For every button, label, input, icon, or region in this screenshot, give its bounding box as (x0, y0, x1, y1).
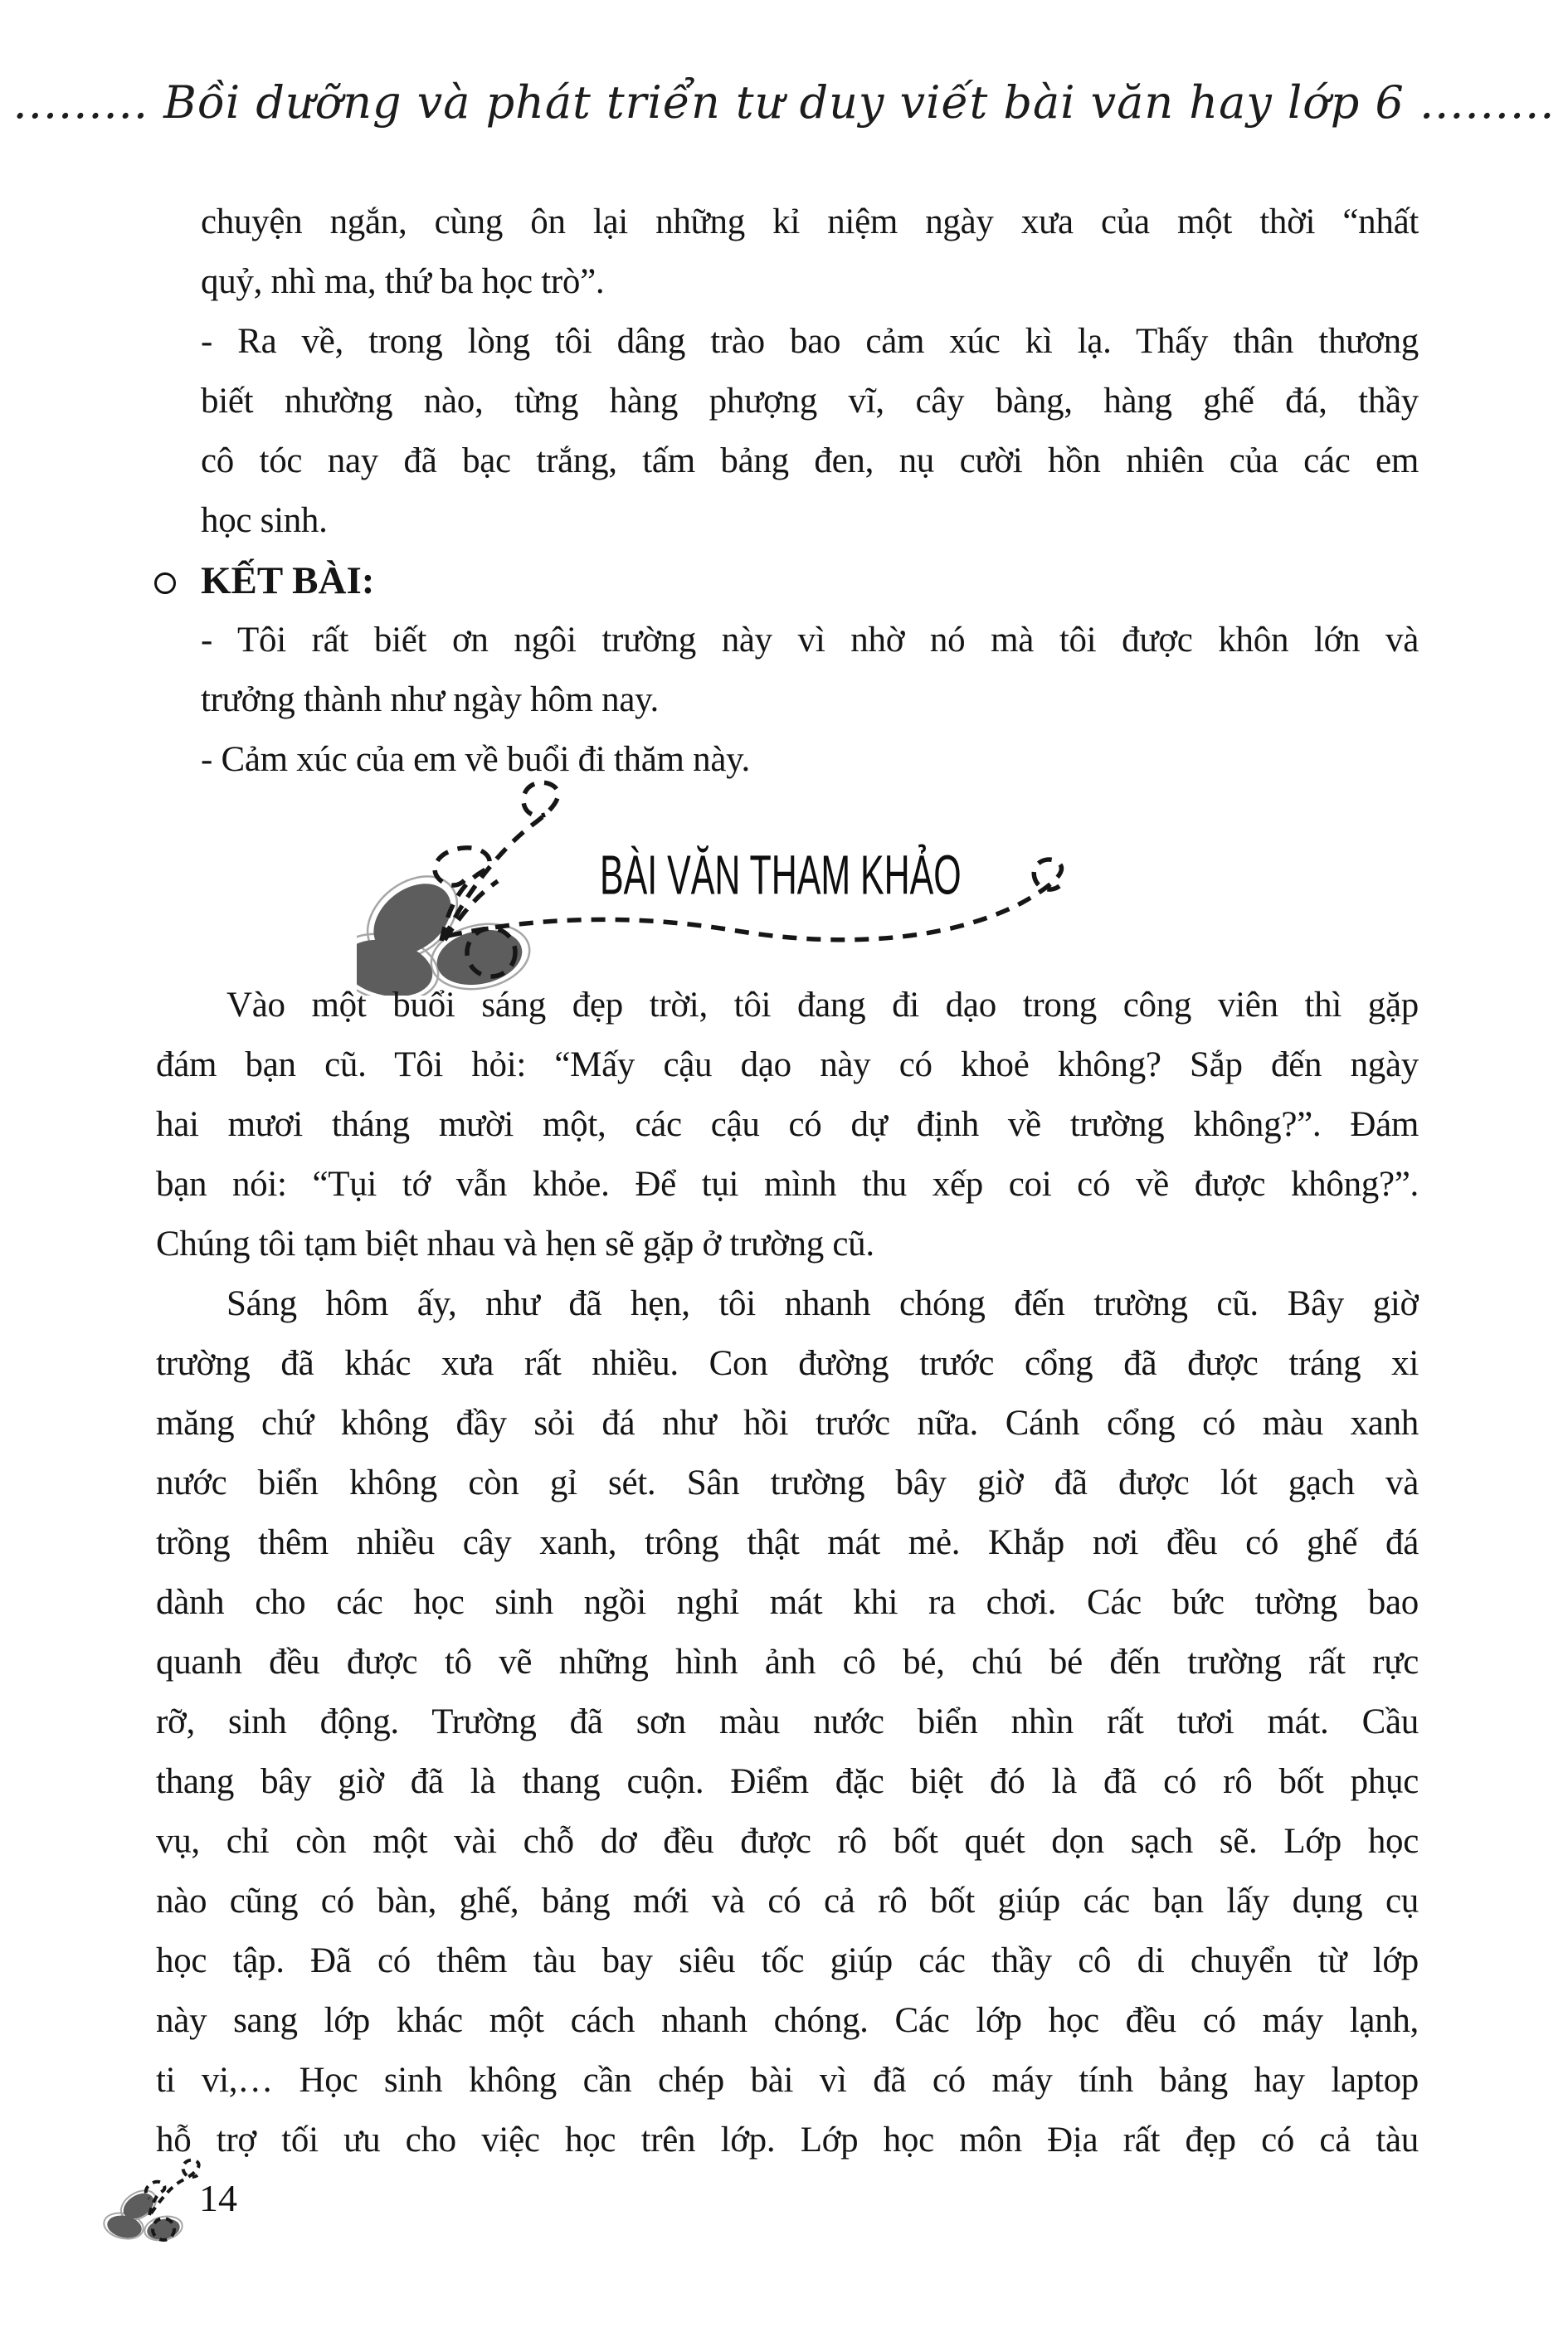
text-line: quỷ, nhì ma, thứ ba học trò”. (201, 262, 605, 301)
text-line: dành cho các học sinh ngồi nghỉ mát khi ra chơi. Các bức tường bao (156, 1583, 1419, 1622)
text-line: Chúng tôi tạm biệt nhau và hẹn sẽ gặp ở trường cũ. (156, 1225, 874, 1264)
essay-paragraph-1 (156, 976, 1419, 1274)
text-line: chuyện ngắn, cùng ôn lại những kỉ niệm ngày xưa của một thời “nhất (201, 202, 1419, 241)
text-line: - Ra về, trong lòng tôi dâng trào bao cảm xúc kì lạ. Thấy thân thương (201, 322, 1419, 361)
text-line: trường đã khác xưa rất nhiều. Con đường trước cổng đã được tráng xi (156, 1344, 1419, 1383)
text-line: hai mươi tháng mười một, các cậu có dự định về trường không?”. Đám (156, 1105, 1419, 1144)
text-line: bạn nói: “Tụi tớ vẫn khỏe. Để tụi mình thu xếp coi có về được không?”. (156, 1165, 1419, 1204)
outline-section (201, 192, 1419, 790)
text-line: thang bây giờ đã là thang cuộn. Điểm đặc biệt đó là đã có rô bốt phục (156, 1762, 1419, 1801)
text-line: trưởng thành như ngày hôm nay. (201, 680, 659, 719)
text-line: trồng thêm nhiều cây xanh, trông thật mát mẻ. Khắp nơi đều có ghế đá (156, 1523, 1419, 1562)
essay-paragraph-2 (156, 1274, 1419, 2170)
text-line: quanh đều được tô vẽ những hình ảnh cô bé, chú bé đến trường rất rực (156, 1643, 1419, 1682)
ket-bai-label: KẾT BÀI: (201, 559, 375, 602)
circle-bullet-icon (154, 572, 176, 594)
text-line: - Tôi rất biết ơn ngôi trường này vì nhờ nó mà tôi được khôn lớn và (201, 621, 1419, 660)
running-header: ......... Bồi dưỡng và phát triển tư duy viết bài văn hay lớp 6 ......... (12, 76, 1556, 129)
ket-bai-heading (201, 551, 1419, 611)
text-line: Vào một buổi sáng đẹp trời, tôi đang đi dạo trong công viên thì gặp (226, 986, 1419, 1025)
text-line: nào cũng có bàn, ghế, bảng mới và có cả rô bốt giúp các bạn lấy dụng cụ (156, 1882, 1419, 1921)
text-line: học sinh. (201, 501, 328, 540)
text-line: rỡ, sinh động. Trường đã sơn màu nước biển nhìn rất tươi mát. Cầu (156, 1702, 1419, 1741)
text-line: ti vi,… Học sinh không cần chép bài vì đã có máy tính bảng hay laptop (156, 2061, 1419, 2100)
text-line: vụ, chỉ còn một vài chỗ dơ đều được rô bốt quét dọn sạch sẽ. Lớp học (156, 1822, 1419, 1861)
text-line: - Cảm xúc của em về buổi đi thăm này. (201, 740, 750, 779)
text-line: măng chứ không đầy sỏi đá như hồi trước nữa. Cánh cổng có màu xanh (156, 1404, 1419, 1443)
paragraph-ra-ve (201, 312, 1419, 551)
reference-essay (156, 976, 1419, 2170)
paragraph-toi-rat-biet-on (201, 611, 1419, 730)
paragraph-story-continuation (201, 192, 1419, 312)
section-title-bai-van-tham-khao: BÀI VĂN THAM KHẢO (600, 844, 962, 907)
text-line: học tập. Đã có thêm tàu bay siêu tốc giúp các thầy cô di chuyển từ lớp (156, 1941, 1419, 1980)
text-line: cô tóc nay đã bạc trắng, tấm bảng đen, nụ cười hồn nhiên của các em (201, 441, 1419, 480)
text-line: nước biển không còn gỉ sét. Sân trường bây giờ đã được lót gạch và (156, 1463, 1419, 1502)
text-line: đám bạn cũ. Tôi hỏi: “Mấy cậu dạo này có khoẻ không? Sắp đến ngày (156, 1045, 1419, 1084)
text-line: này sang lớp khác một cách nhanh chóng. Các lớp học đều có máy lạnh, (156, 2001, 1419, 2040)
text-line: hỗ trợ tối ưu cho việc học trên lớp. Lớp học môn Địa rất đẹp có cả tàu (156, 2121, 1419, 2160)
page-number: 14 (199, 2177, 237, 2219)
text-line: biết nhường nào, từng hàng phượng vĩ, cây bàng, hàng ghế đá, thầy (201, 382, 1419, 421)
text-line: Sáng hôm ấy, như đã hẹn, tôi nhanh chóng đến trường cũ. Bây giờ (226, 1284, 1419, 1323)
